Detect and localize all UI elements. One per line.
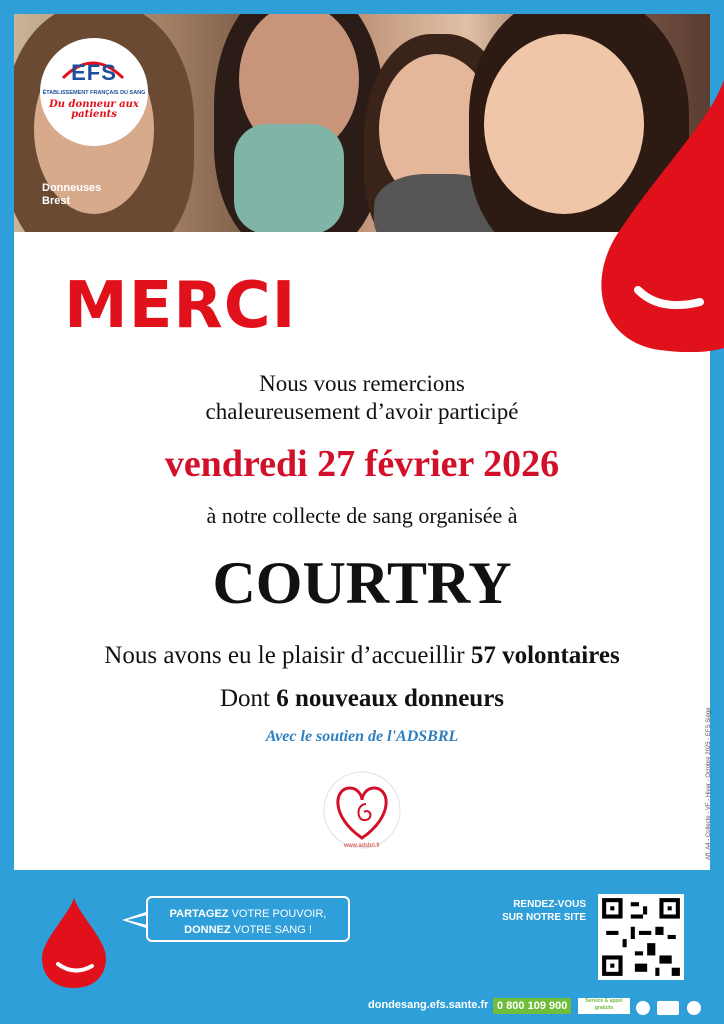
new-donors-line: Dont 6 nouveaux donneurs xyxy=(219,685,505,712)
new-donors-count: 6 nouveaux donneurs xyxy=(276,685,505,712)
footer-icons xyxy=(636,999,704,1017)
volunteers-line: Nous avons eu le plaisir d’accueillir 57 volontaires xyxy=(104,642,620,669)
blood-drop-icon xyxy=(590,80,724,352)
event-date: vendredi 27 février 2026 xyxy=(164,443,560,485)
phone-note: Service & appel gratuits xyxy=(578,998,630,1014)
support-line: Avec le soutien de l'ADSBRL xyxy=(265,728,459,745)
deaf-icon xyxy=(687,1001,701,1015)
sign-language-icon xyxy=(657,1001,679,1015)
collection-line: à notre collecte de sang organisée à xyxy=(206,503,518,528)
volunteers-count: 57 volontaires xyxy=(470,642,620,669)
partner-url: www.adsbrl.fr xyxy=(343,843,380,849)
photo-caption: Donneuses Brest xyxy=(42,182,102,207)
website-link[interactable]: dondesang.efs.sante.fr xyxy=(368,999,489,1011)
thanks-line-1: Nous vous remercions xyxy=(259,371,465,396)
bubble-tail-inner xyxy=(127,915,147,925)
small-blood-drop-icon xyxy=(38,896,110,992)
accessibility-icon xyxy=(636,1001,650,1015)
efs-logo: EFS ÉTABLISSEMENT FRANÇAIS DU SANG Du donneur aux patients xyxy=(40,38,148,146)
thanks-line-2: chaleureusement d’avoir participé xyxy=(205,399,519,424)
rdv-label: RENDEZ-VOUS SUR NOTRE SITE xyxy=(502,899,586,923)
phone-number[interactable]: 0 800 109 900 xyxy=(493,998,571,1014)
side-note: Aff. A4 - Collecte - VF - Hiver - Octobre 2025 - EFS Siège xyxy=(706,707,712,860)
adsbrl-heart-icon xyxy=(320,768,404,852)
city-name: COURTRY xyxy=(212,550,512,616)
slogan-bubble: PARTAGEZ VOTRE POUVOIR, DONNEZ VOTRE SANG ! xyxy=(146,896,350,942)
qr-code-icon[interactable] xyxy=(598,894,684,980)
page-title: MERCI xyxy=(64,269,297,343)
